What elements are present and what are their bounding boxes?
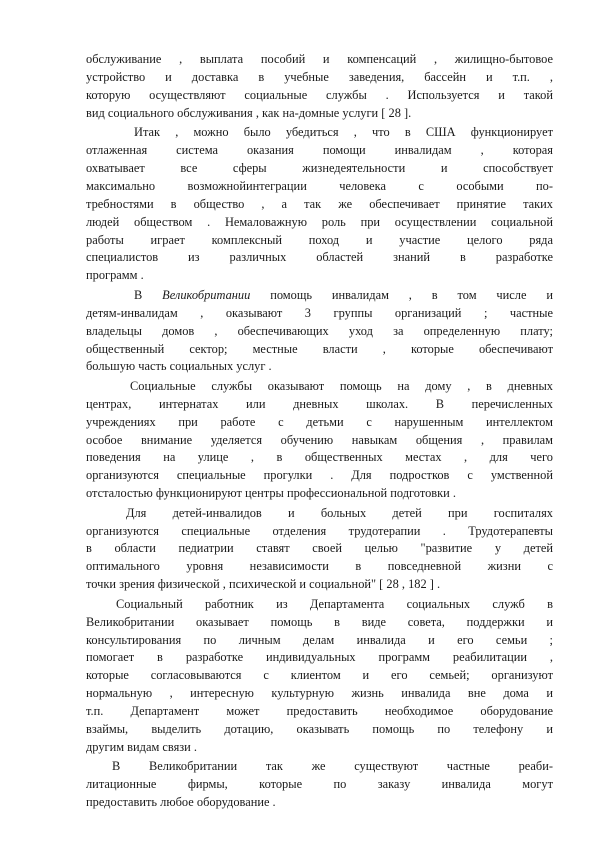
text-line: устройство и доставка в учебные заведения, бассейн и т.п. , [86,69,553,84]
text-line: предоставить любое оборудование . [86,795,276,810]
text-line: большую часть социальных услуг . [86,359,272,374]
text-line: поведения на улице , в общественных местах , для чего [86,450,553,465]
document-page [86,51,553,814]
text-line: центрах, интернатах или дневных школах. В перечисленных [86,396,553,411]
text-line: Социальный работник из Департамента социальных служб в [116,596,553,611]
paragraph-4 [86,378,553,503]
text-line: охватывает все сферы жизнедеятельности и способствует [86,160,553,175]
text-line: специалистов из различных областей знаний в разработке [86,250,553,265]
italic-word: Великобритании [162,287,251,302]
text-line: в области педиатрии ставят своей целью "развитие у детей [86,541,553,556]
text-line: Социальные службы оказывают помощь на дому , в дневных [130,378,553,393]
text-line: организуются специальные прогулки . Для подростков с умственной [86,468,553,483]
text-line: Для детей-инвалидов и больных детей при госпиталях [126,505,553,520]
text-line: обслуживание , выплата пособий и компенсаций , жилищно-бытовое [86,52,553,66]
text-line: отлаженная система оказания помощи инвалидам , которая [86,143,553,158]
text-line: владельцы домов , обеспечивающих уход за определенную плату; [86,323,553,338]
text-line: В Великобритании так же существуют частные реаби- [112,759,553,774]
text-line: людей обществом . Немаловажную роль при осуществлении социальной [86,214,553,229]
text-line: программ . [86,268,144,283]
text-line: литационные фирмы, которые по заказу инвалида могут [86,777,553,792]
text-line: вид социального обслуживания , как на-домные услуги [ 28 ]. [86,105,412,120]
text-line: нормальную , интересную культурную жизнь инвалида вне дома и [86,686,553,701]
text-line: детям-инвалидам , оказывают 3 группы организаций ; частные [86,305,553,320]
text-line: общественный сектор; местные власти , которые обеспечивают [86,341,553,356]
text-line: которые согласовываются с клиентом и его семьей; организуют [86,668,553,683]
paragraph-3 [86,287,553,377]
text-line: т.п. Департамент может предоставить необходимое оборудование [86,704,553,719]
text-line: другим видам связи . [86,739,198,754]
text-line: отсталостью функционируют центры профессиональной подготовки . [86,486,456,501]
text-line: требностями в общество , а так же обеспечивает принятие таких [86,196,553,211]
text-line: Великобритании оказывает помощь в виде совета, поддержки и [86,614,553,629]
paragraph-2 [86,124,553,285]
text-line: которую осуществляют социальные службы . Используется и такой [86,87,553,102]
paragraph-6 [86,596,553,757]
text-line: точки зрения физической , психической и социальной" [ 28 , 182 ] . [86,577,441,592]
text-line: особое внимание уделяется обучению навыкам общения , правилам [86,432,553,447]
text-line: максимально возможнойинтеграции человека с особыми по- [86,178,553,193]
text-line: учреждениях при работе с детьми с нарушенным интеллектом [86,414,553,429]
text-line: помогает в разработке индивидуальных программ реабилитации , [86,650,553,665]
text-line: организуются специальные отделения трудотерапии . Трудотерапевты [86,523,553,538]
text-line: В Великобритании помощь инвалидам , в том числе и [134,287,553,302]
paragraph-7 [86,758,553,812]
text-line: Итак , можно было убедиться , что в США функционирует [134,125,553,140]
paragraph-5 [86,505,553,595]
text-line: консультирования по личным делам инвалида и его семьи ; [86,632,553,647]
paragraph-1 [86,51,553,123]
text-line: работы играет комплексный поход и участие целого ряда [86,232,553,247]
text-line: оптимального уровня независимости в повседневной жизни с [86,559,553,574]
text-line: взаймы, выделить дотацию, оказывать помощь по телефону и [86,722,553,737]
